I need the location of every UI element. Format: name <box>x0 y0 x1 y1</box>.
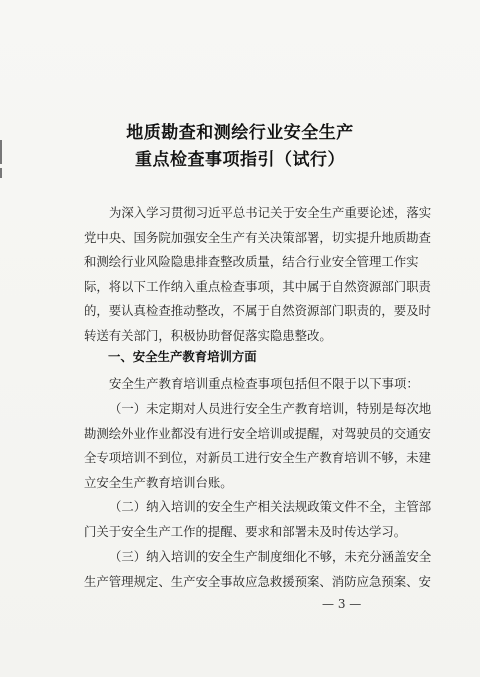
intro-paragraph <box>84 201 432 349</box>
text-line: 生产管理规定、生产安全事故应急救援预案、消防应急预案、安 <box>84 573 431 589</box>
document-title-line-2: 重点检查事项指引（试行） <box>135 150 345 170</box>
text-line: 转送有关部门，积极协助督促落实隐患整改。 <box>84 327 332 343</box>
text-line: 的，要认真检查推动整改，不属于自然资源部门职责的，要及时 <box>84 303 431 319</box>
text-line: 安全生产教育培训重点检查事项包括但不限于以下事项： <box>109 376 419 391</box>
document-title-line-1: 地质勘查和测绘行业安全生产 <box>126 123 354 143</box>
item-2-paragraph <box>84 495 432 544</box>
text-line: 际，将以下工作纳入重点检查事项，其中属于自然资源部门职责 <box>84 278 431 294</box>
section-heading: 一、安全生产教育培训方面 <box>108 349 257 364</box>
text-line: 立安全生产教育培训台账。 <box>84 474 233 490</box>
text-line: 门关于安全生产工作的提醒、要求和部署未及时传达学习。 <box>84 523 407 539</box>
text-line: 勘测绘外业作业都没有进行安全培训或提醒，对驾驶员的交通安 <box>84 425 431 441</box>
text-line: （二）纳入培训的安全生产相关法规政策文件不全，主管部 <box>109 499 432 514</box>
text-line: 全专项培训不到位，对新员工进行安全生产教育培训不够，未建 <box>84 450 431 466</box>
text-line: 为深入学习贯彻习近平总书记关于安全生产重要论述，落实 <box>109 205 432 220</box>
text-line: 和测绘行业风险隐患排查整改质量，结合行业安全管理工作实 <box>84 254 419 270</box>
item-1-paragraph <box>84 397 432 495</box>
text-line: （三）纳入培训的安全生产制度细化不够，未充分涵盖安全 <box>109 549 432 564</box>
item-3-paragraph <box>84 545 432 594</box>
page-number: — 3 — <box>322 597 362 611</box>
text-line: （一）未定期对人员进行安全生产教育培训，特别是每次地 <box>109 401 432 416</box>
section-lead-paragraph <box>84 372 419 397</box>
text-line: 党中央、国务院加强安全生产有关决策部署，切实提升地质勘查 <box>84 229 431 245</box>
